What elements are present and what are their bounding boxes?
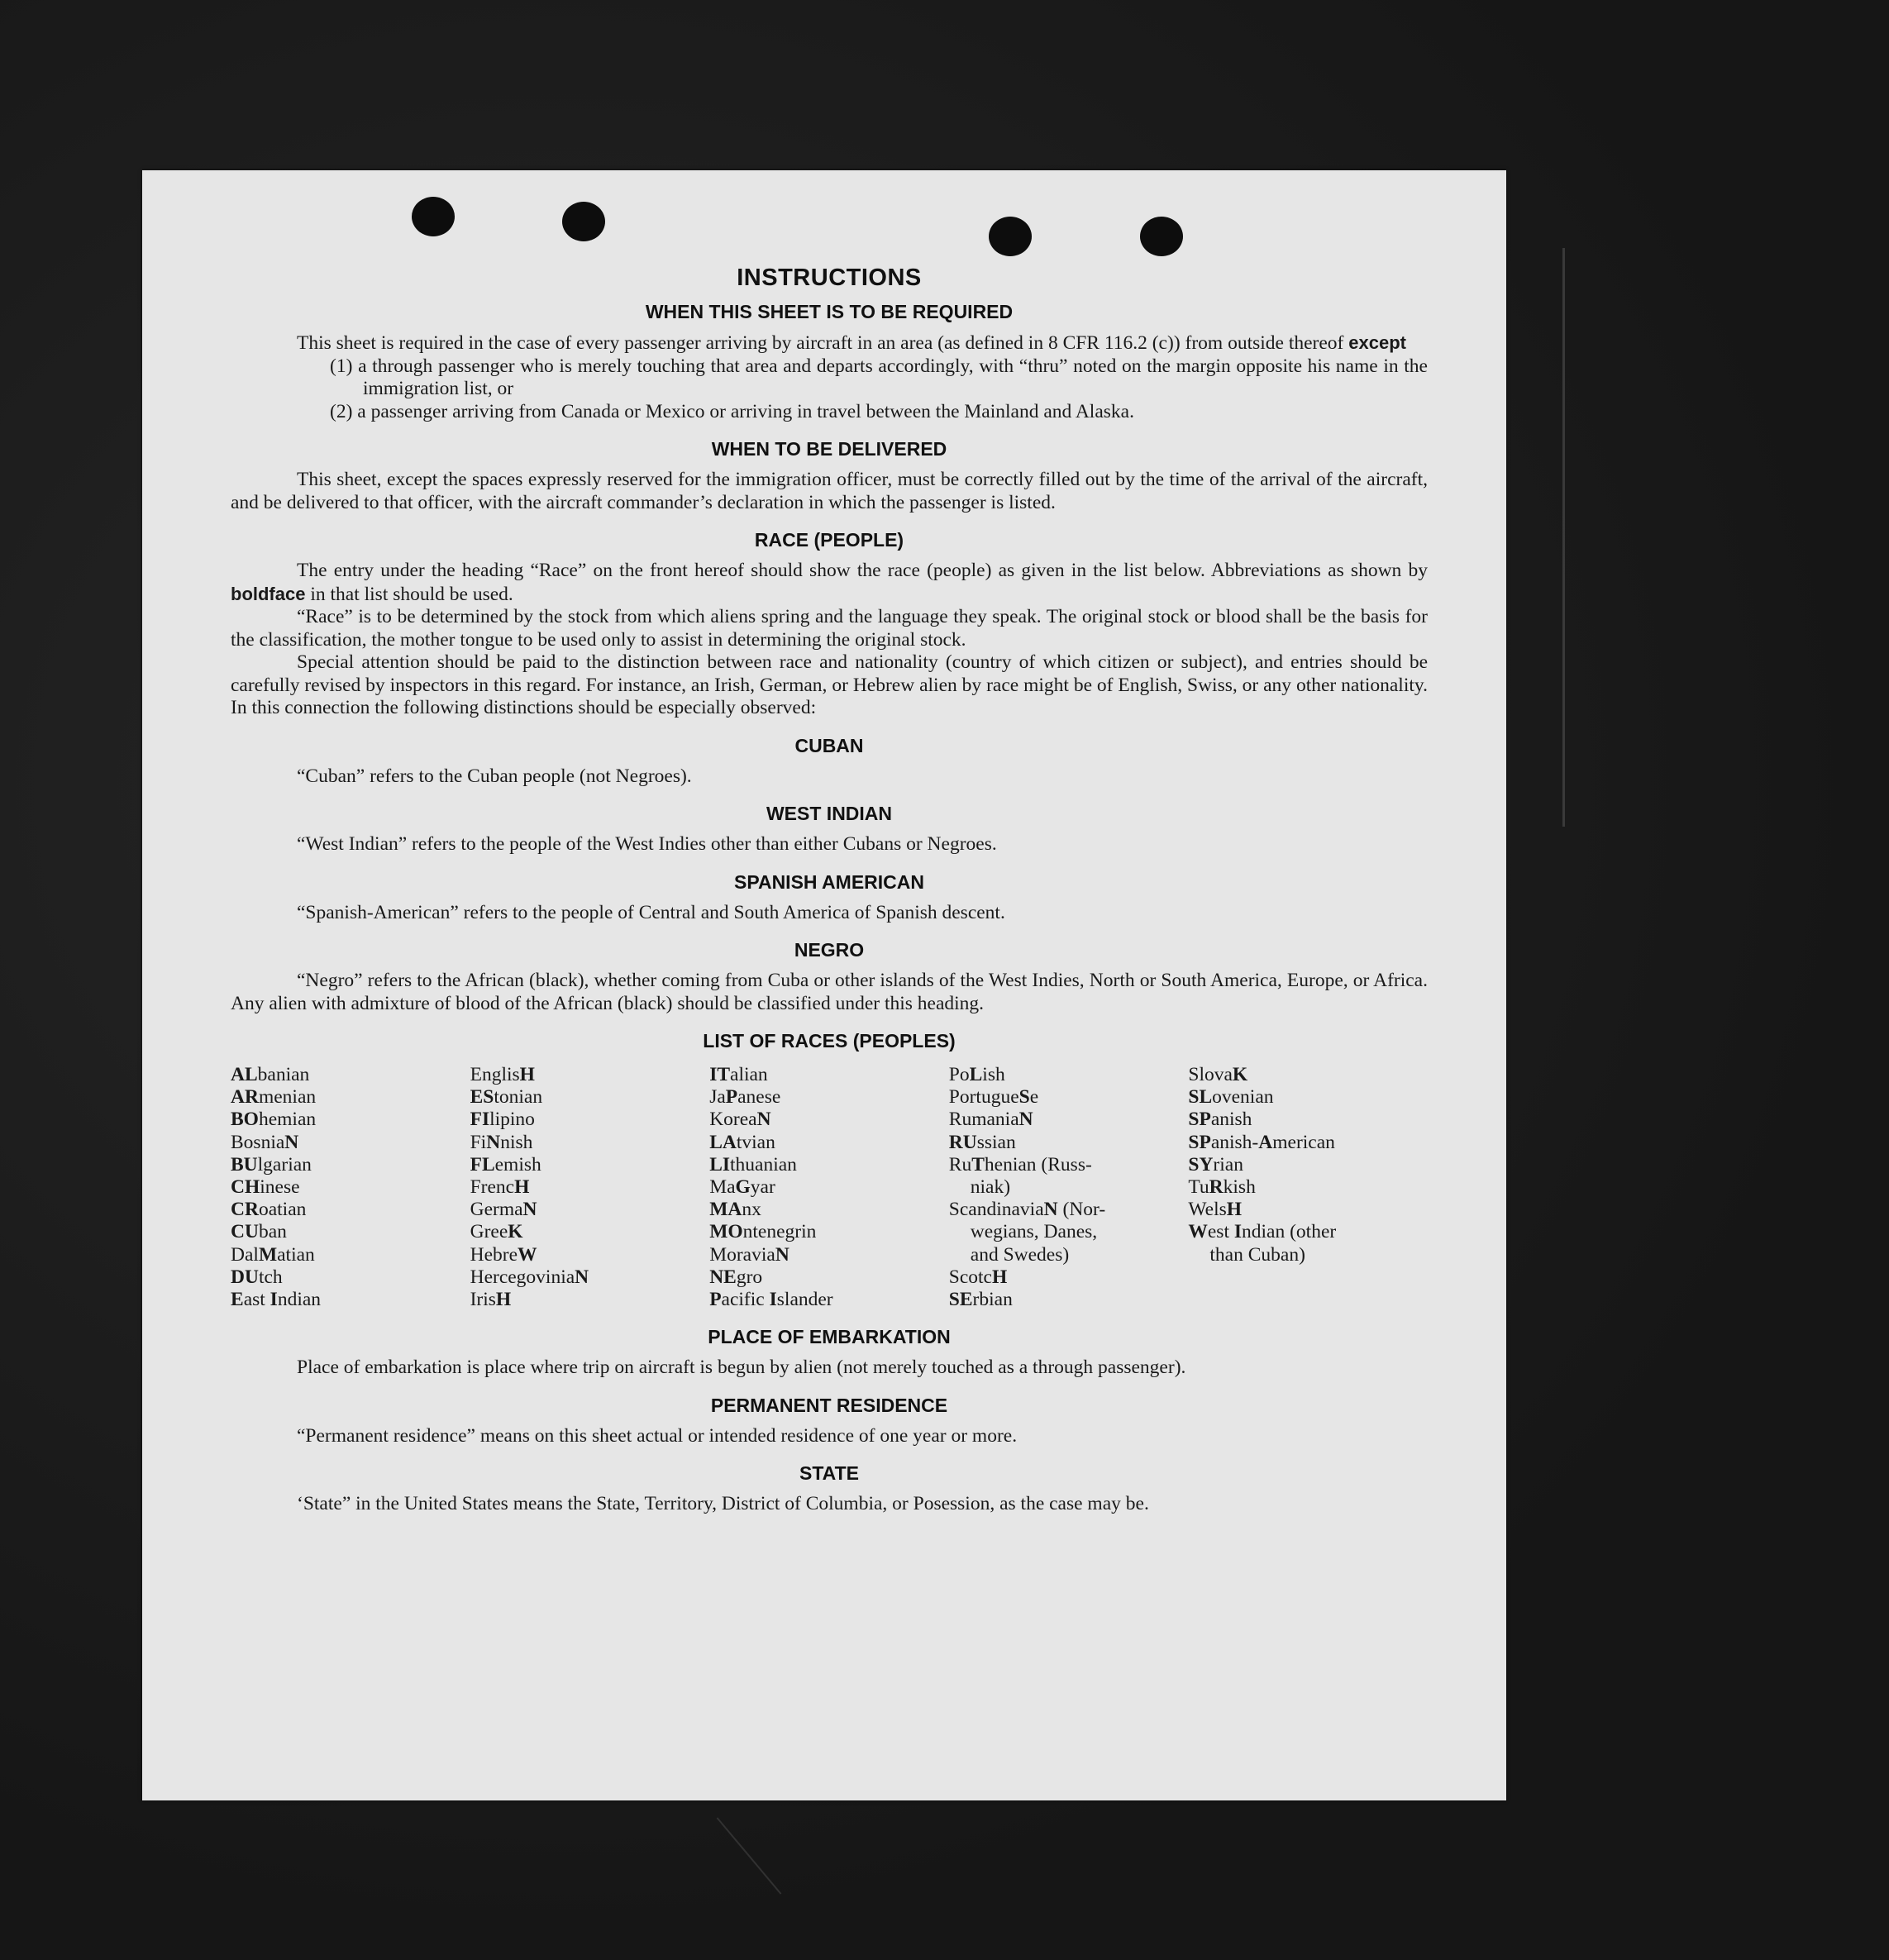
paragraph: “Spanish-American” refers to the people of Central and South America of Spanish descent. [297,901,1005,923]
paragraph: Special attention should be paid to the distinction between race and nationality (country of which citizen or subject), and entries should be carefully revised by inspectors in this regard. For instance, an Irish, German, or Hebrew alien by race might be of English, Swiss, or any other nationality. In this connection the following distinctions should be especially observed: [231,651,1428,718]
race-text: niak) [970,1176,1011,1199]
race-entry [709,1199,949,1221]
race-abbreviation: IT [709,1064,731,1085]
race-abbreviation: S [1018,1086,1030,1109]
race-abbreviation: R [1209,1176,1224,1199]
race-text: gro [736,1266,763,1288]
section-heading-west-indian: WEST INDIAN [766,803,893,824]
race-entry [470,1109,710,1131]
race-abbreviation: K [1232,1064,1248,1085]
race-abbreviation: AL [231,1064,258,1085]
race-text: ndian (other [1242,1221,1337,1243]
race-text: tonian [494,1086,543,1109]
race-entry [949,1244,1189,1266]
race-text: rian [1213,1153,1243,1176]
film-scratch [1562,248,1565,827]
race-text: Korea [709,1109,757,1131]
race-entry [231,1199,470,1221]
race-text: ban [258,1221,287,1243]
race-text: banian [257,1064,310,1085]
paragraph: “West Indian” refers to the people of the West Indies other than either Cubans or Negroes. [297,833,997,855]
race-abbreviation: H [514,1176,530,1199]
paragraph [231,331,1428,355]
race-abbreviation: A [1258,1131,1273,1153]
race-text: ovenian [1212,1086,1274,1109]
race-text: Iris [470,1289,496,1311]
paragraph: “Permanent residence” means on this sheet actual or intended residence of one year or more. [297,1424,1018,1447]
race-entry [949,1086,1189,1109]
race-text: alian [730,1064,768,1085]
paragraph-text: The entry under the heading “Race” on the front hereof should show the race (people) as given in the list below. Abbreviations as shown by [297,560,1428,581]
race-text: lgarian [257,1153,312,1176]
race-abbreviation: K [508,1221,523,1243]
race-entry [1188,1064,1428,1086]
paragraph-text: This sheet is required in the case of every passenger arriving by aircraft in an area (as defined in 8 CFR 116.2 (c)) from outside thereof [297,332,1349,354]
race-entry [949,1154,1189,1176]
race-entry [470,1289,710,1311]
race-abbreviation: BU [231,1153,258,1176]
race-entry [231,1244,470,1266]
race-entry [709,1176,949,1199]
race-text: Hercegovinia [470,1266,575,1288]
race-text: Englis [470,1064,520,1085]
race-entry [709,1244,949,1266]
paragraph-text: in that list should be used. [305,583,513,605]
section-heading-delivered: WHEN TO BE DELIVERED [711,438,947,460]
race-text: ast [243,1289,270,1311]
race-entry [709,1289,949,1311]
race-abbreviation: SY [1188,1153,1214,1176]
section-heading-spanish-american: SPANISH AMERICAN [733,870,924,893]
race-entry [231,1086,470,1109]
race-abbreviation: H [1226,1199,1243,1221]
race-abbreviation: I [1233,1221,1243,1243]
race-column [709,1064,949,1311]
paragraph: “Cuban” refers to the Cuban people (not Negroes). [297,765,692,787]
race-entry [1188,1109,1428,1131]
race-entry [231,1289,470,1311]
race-entry [470,1086,710,1109]
race-text: Germa [470,1199,523,1221]
race-entry [470,1064,710,1086]
race-text: ntenegrin [742,1221,817,1243]
race-text: oatian [258,1199,307,1221]
race-entry [470,1132,710,1154]
paragraph: This sheet, except the spaces expressly reserved for the immigration officer, must be correctly filled out by the time of the arrival of the aircraft, and be delivered to that officer, with the aircraft commander’s declaration in which the passenger is listed. [231,469,1428,513]
race-abbreviation: FL [470,1153,495,1176]
race-text: (Nor- [1057,1199,1106,1221]
race-text: Portugue [948,1086,1019,1109]
race-entry [949,1132,1189,1154]
race-abbreviation: N [775,1243,789,1266]
race-entry [231,1221,470,1243]
race-text: Bosnia [231,1131,285,1153]
race-entry [470,1266,710,1289]
race-text: anish- [1210,1131,1259,1153]
race-entry [1188,1221,1428,1243]
race-abbreviation: L [969,1064,983,1085]
race-text: anese [737,1086,781,1109]
section-heading-embarkation: PLACE OF EMBARKATION [708,1326,951,1348]
race-entry [709,1132,949,1154]
race-entry [1188,1176,1428,1199]
race-text: Ru [948,1153,972,1176]
race-entry [1188,1199,1428,1221]
section-heading-cuban: CUBAN [794,734,864,756]
race-entry [1188,1086,1428,1109]
race-entry [1188,1244,1428,1266]
race-abbreviation: I [769,1289,777,1311]
section-heading-negro: NEGRO [794,939,865,961]
race-abbreviation: H [992,1266,1008,1288]
sheet-content [231,261,1428,1516]
race-entry [470,1154,710,1176]
race-text: atian [277,1243,315,1266]
race-abbreviation: N [575,1266,589,1288]
race-column [1188,1064,1428,1311]
race-text: merican [1272,1131,1335,1153]
race-abbreviation: CH [231,1176,260,1199]
paragraph: “Negro” refers to the African (black), whether coming from Cuba or other islands of the West Indies, North or South America, Europe, or Africa. Any alien with admixture of blood of the African (black) should be classified under this heading. [231,970,1428,1014]
race-abbreviation: LA [709,1131,737,1153]
race-entry [231,1064,470,1086]
race-entry [231,1266,470,1289]
section-heading-state: STATE [799,1462,859,1485]
paragraph: Place of embarkation is place where trip on aircraft is begun by alien (not merely touched as a through passenger). [297,1357,1186,1379]
race-abbreviation: LI [709,1153,731,1176]
race-text: nish [500,1131,533,1153]
instruction-sheet [142,170,1506,1800]
race-text: e [1029,1086,1039,1109]
emphasis-text: boldface [231,583,306,604]
race-abbreviation: MA [709,1199,742,1221]
race-abbreviation: W [518,1243,537,1266]
race-text: est [1207,1221,1234,1243]
race-text: thuanian [730,1153,797,1176]
race-text: slander [776,1289,833,1311]
race-entry [949,1221,1189,1243]
race-entry [949,1199,1189,1221]
race-text: Dal [231,1243,259,1266]
paragraph: ‘State” in the United States means the State, Territory, District of Columbia, or Posession, as the case may be. [297,1493,1149,1515]
race-column [949,1064,1189,1311]
race-abbreviation: E [231,1289,244,1311]
race-entry [709,1266,949,1289]
race-text: than Cuban) [1209,1243,1305,1266]
race-abbreviation: SE [948,1289,973,1311]
race-entry [231,1154,470,1176]
page-title: INSTRUCTIONS [737,265,922,291]
race-text: Tu [1188,1176,1209,1199]
race-entry [709,1086,949,1109]
race-entry [470,1176,710,1199]
race-abbreviation: W [1188,1221,1208,1243]
paragraph [231,560,1428,606]
race-text: kish [1223,1176,1256,1199]
emphasis-text: except [1348,332,1406,353]
race-entry [470,1199,710,1221]
race-text: Ma [709,1176,736,1199]
race-abbreviation: CU [231,1221,259,1243]
race-abbreviation: SP [1188,1131,1211,1153]
race-text: emish [494,1153,541,1176]
race-entry [709,1064,949,1086]
race-text: tch [258,1266,283,1288]
race-text: lipino [489,1109,535,1131]
race-abbreviation: N [1043,1199,1058,1221]
race-text: Ja [709,1086,726,1109]
race-abbreviation: CR [231,1199,259,1221]
race-entry [231,1109,470,1131]
race-text: ish [982,1064,1005,1085]
punch-hole [562,202,605,241]
race-abbreviation: M [258,1243,278,1266]
race-text: ssian [976,1131,1016,1153]
paragraph: “Race” is to be determined by the stock from which aliens spring and the language they speak. The original stock or blood shall be the basis for the classification, the mother tongue to be used only to assist in determining the original stock. [231,606,1428,651]
race-text: Gree [470,1221,508,1243]
race-abbreviation: ES [470,1086,494,1109]
section-heading-list-of-races: LIST OF RACES (PEOPLES) [703,1030,956,1052]
race-text: henian (Russ- [984,1153,1092,1176]
punch-hole [412,197,455,236]
race-text: Fi [470,1131,487,1153]
race-text: Slova [1188,1064,1233,1085]
race-abbreviation: P [709,1289,722,1311]
race-entry [709,1154,949,1176]
race-abbreviation: RU [948,1131,977,1153]
race-text: Frenc [470,1176,515,1199]
race-abbreviation: AR [231,1086,259,1109]
race-entry [1188,1132,1428,1154]
race-entry [1188,1154,1428,1176]
race-text: Wels [1188,1199,1227,1221]
race-abbreviation: T [971,1153,985,1176]
race-abbreviation: N [756,1109,771,1131]
race-entry [709,1109,949,1131]
race-abbreviation: SL [1188,1086,1213,1109]
race-abbreviation: N [1018,1109,1033,1131]
race-text: acific [721,1289,770,1311]
race-abbreviation: N [522,1199,537,1221]
race-abbreviation: H [495,1289,512,1311]
race-text: yar [750,1176,775,1199]
race-entry [231,1132,470,1154]
race-column [231,1064,470,1311]
race-abbreviation: N [486,1131,501,1153]
race-abbreviation: DU [231,1266,259,1288]
race-abbreviation: SP [1188,1109,1211,1131]
race-abbreviation: BO [231,1109,259,1131]
race-abbreviation: I [270,1289,278,1311]
race-text: Scotc [948,1266,992,1288]
race-entry [949,1289,1189,1311]
race-text: Moravia [709,1243,775,1266]
race-abbreviation: P [725,1086,738,1109]
race-entry [470,1221,710,1243]
race-entry [949,1266,1189,1289]
race-entry [949,1176,1189,1199]
list-item: (1) a through passenger who is merely touching that area and departs accordingly, with “thru” noted on the margin opposite his name in the immigration list, or [330,355,1428,399]
race-entry [949,1109,1189,1131]
race-text: anish [1210,1109,1252,1131]
race-abbreviation: FI [470,1109,490,1131]
race-text: ndian [277,1289,322,1311]
race-text: wegians, Danes, [970,1221,1098,1243]
race-text: Po [948,1064,970,1085]
race-column [470,1064,710,1311]
race-text: tvian [736,1131,775,1153]
list-item: (2) a passenger arriving from Canada or Mexico or arriving in travel between the Mainland and Alaska. [330,400,1134,422]
race-text: inese [260,1176,300,1199]
race-text: nx [742,1199,761,1221]
race-abbreviation: NE [709,1266,737,1288]
punch-hole [989,217,1032,256]
punch-hole [1140,217,1183,256]
race-abbreviation: N [284,1131,299,1153]
section-heading-race: RACE (PEOPLE) [754,529,904,551]
race-abbreviation: G [735,1176,751,1199]
race-list [231,1064,1428,1311]
race-text: rbian [972,1289,1013,1311]
race-text: Scandinavia [948,1199,1044,1221]
race-entry [949,1064,1189,1086]
race-entry [231,1176,470,1199]
race-abbreviation: H [519,1064,535,1085]
race-entry [709,1221,949,1243]
race-text: Rumania [948,1109,1019,1131]
race-text: Hebre [470,1243,518,1266]
race-entry [470,1244,710,1266]
section-heading-required: WHEN THIS SHEET IS TO BE REQUIRED [645,301,1014,322]
race-text: and Swedes) [970,1243,1070,1266]
race-text: menian [258,1086,317,1109]
race-abbreviation: MO [709,1221,743,1243]
section-heading-residence: PERMANENT RESIDENCE [710,1394,948,1416]
race-text: hemian [258,1109,317,1131]
